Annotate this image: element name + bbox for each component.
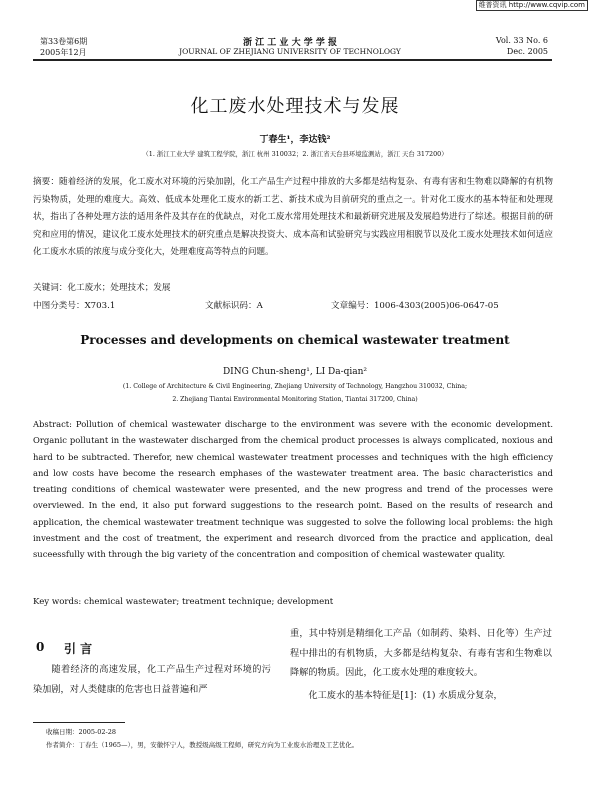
date-cn: 2005年12月 (40, 48, 87, 57)
article-number: 文章编号：1006-4303(2005)06-0647-05 (331, 301, 499, 311)
abstract-cn: 摘要：随着经济的发展，化工废水对环境的污染加剧，化工产品生产过程中排放的大多都是结构复杂、有毒有害和生物难以降解的有机物污染物质，处理的难度大。高效、低成本处理化工废水的新工艺、新技术成为目前研究的重点之一。针对化工废水的基本特征和处理现状，指出了各种处理方法的适用条件及其存在的优缺点，对化工废水常用处理技术和最新研究进展及发展趋势进行了综述。根据目前的研究和应用的情况，建议化工废水处理技术的研究重点是解决投资大、成本高和试验研究与实践应用相脱节以及化工废水处理技术如何适应化工废水水质的浓度与成分变化大，处理难度高等特点的问题。 (33, 177, 553, 257)
vol-en: Vol. 33 No. 6 (495, 36, 548, 45)
keywords-cn: 关键词：化工废水；处理技术；发展 (33, 283, 171, 293)
footnote-author-bio: 作者简介：丁春生（1965—），男，安徽怀宁人，教授级高级工程师，研究方向为工业废水治理及工艺优化。 (46, 741, 359, 749)
date-en: Dec. 2005 (506, 47, 548, 56)
journal-en: JOURNAL OF ZHEJIANG UNIVERSITY OF TECHNOLOGY (179, 47, 401, 56)
affiliation-cn: （1. 浙江工业大学 建筑工程学院，浙江 杭州 310032；2. 浙江省天台县环境监测站，浙江 天台 317200） (142, 150, 448, 158)
section-title: 引 言 (64, 642, 93, 656)
authors-en: DING Chun-sheng¹, LI Da-qian² (222, 367, 368, 377)
section-number: 0 (36, 640, 45, 654)
title-en: Processes and developments on chemical wastewater treatment (80, 333, 510, 347)
authors-cn: 丁春生¹，李达钱² (259, 135, 331, 145)
journal-cn: 浙 江 工 业 大 学 学 报 (243, 38, 337, 48)
intro-left-column: 随着经济的高速发展，化工产品生产过程对环境的污染加剧，对人类健康的危害也日益普遍和严 (33, 664, 271, 695)
header-rule (33, 59, 552, 61)
footnote-rule (33, 722, 125, 723)
affiliation-en-1: (1. College of Architecture & Civil Engineering, Zhejiang University of Technology, Hangzhou 310032, China; (122, 383, 468, 390)
clc-number: 中图分类号：X703.1 (33, 301, 116, 311)
watermark-banner[interactable]: 维普资讯 http://www.cqvip.com (476, 0, 588, 11)
intro-right-column: 重，其中特别是精细化工产品（如制药、染料、日化等）生产过程中排出的有机物质，大多都是结构复杂、有毒有害和生物难以降解的物质。因此，化工废水处理的难度较大。 (290, 628, 552, 678)
issue-cn: 第33卷第6期 (40, 37, 88, 46)
affiliation-en-2: 2. Zhejiang Tiantai Environmental Monitoring Station, Tiantai 317200, China) (172, 396, 418, 403)
intro-right-column-continued: 化工废水的基本特征是[1]：(1) 水质成分复杂， (308, 690, 503, 701)
footnote-received: 收稿日期：2005-02-28 (46, 728, 116, 736)
doc-code: 文献标识码：A (205, 301, 263, 311)
abstract-en: Abstract: Pollution of chemical wastewater discharge to the environment was severe with the economic development. Organic pollutant in the wastewater discharged from the chemical product processes is always complicated, noxious and hard to be subtracted. Therefor, new chemical wastewater treatment processes and techniques with the high efficiency and low costs have become the research emphases of the wastewater treatment area. The basic characteristics and treating conditions of chemical wastewater were presented, and the new progress and trend of the processes were overviewed. In the end, it also put forward suggestions to the research point. Based on the results of research and application, the chemical wastewater treatment technique was suggested to solve the following local problems: the high investment and the cost of treatment, the experiment and research divorced from the practice and application, deal suceessfully with through the big variety of the concentration and composition of chemical wastewater quality. (33, 419, 553, 560)
title-cn: 化工废水处理技术与发展 (190, 96, 400, 117)
keywords-en: Key words: chemical wastewater; treatment technique; development (33, 597, 334, 607)
